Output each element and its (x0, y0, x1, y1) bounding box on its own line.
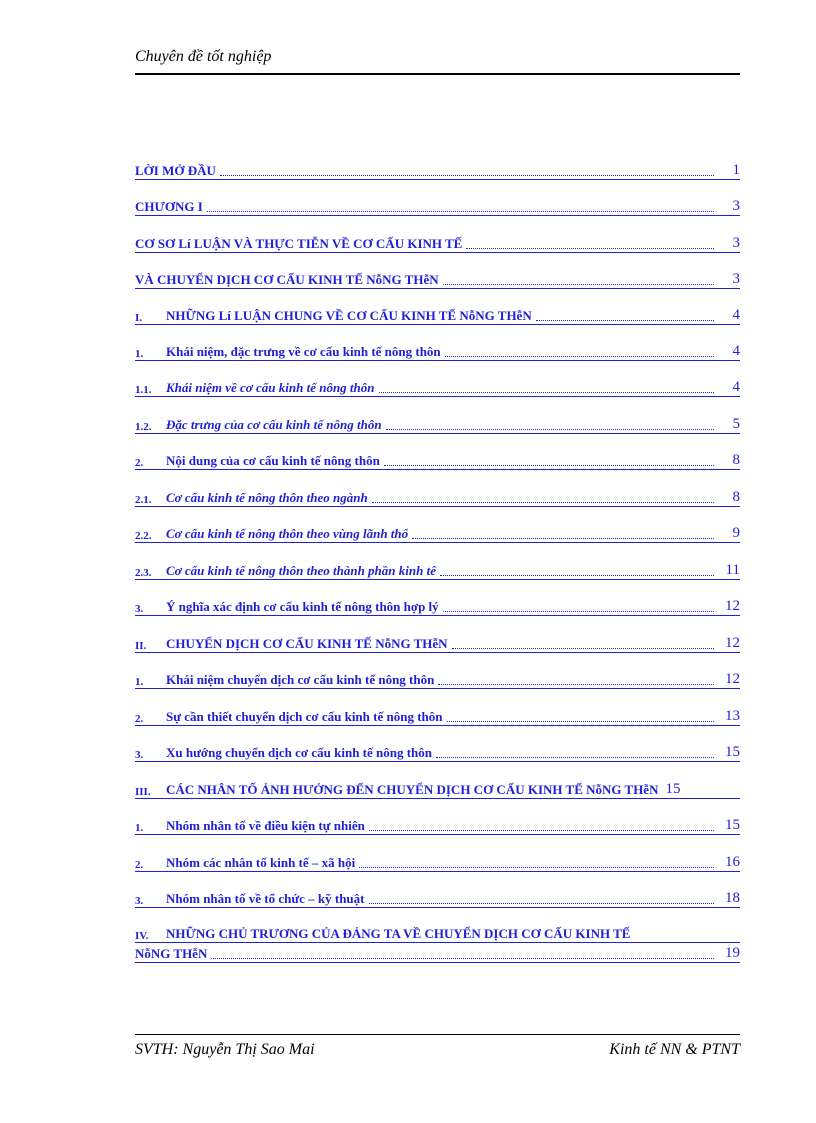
toc-leader (369, 827, 714, 831)
toc-leader (452, 645, 714, 649)
toc-entry-ii-1[interactable] (135, 666, 740, 689)
toc-leader (384, 462, 714, 466)
toc-entry-title: Xu hướng chuyển dịch cơ cấu kinh tế nông thôn (166, 745, 433, 760)
toc-entry-section-4[interactable] (135, 922, 740, 963)
toc-entry-page: 4 (732, 379, 740, 395)
toc-entry-page: 19 (725, 945, 740, 961)
toc-entry-title: CHƯƠNG I (135, 199, 203, 214)
toc-entry-page: 4 (732, 343, 740, 359)
toc-entry-title: Cơ cấu kinh tế nông thôn theo ngành (166, 490, 368, 505)
toc-entry-title: Cơ cấu kinh tế nông thôn theo thành phần kinh tế (166, 563, 436, 578)
toc-entry-title: Ý nghĩa xác định cơ cấu kinh tế nông thôn hợp lý (166, 599, 439, 614)
toc-entry-1-1[interactable] (135, 374, 740, 397)
toc-entry-page: 1 (732, 162, 740, 178)
toc-entry-number: 2.3. (135, 567, 152, 579)
toc-entry-title: Khái niệm, đặc trưng về cơ cấu kinh tế nông thôn (166, 344, 441, 359)
toc-entry-2[interactable] (135, 447, 740, 470)
toc-entry-number: 1. (135, 822, 144, 834)
toc-leader (386, 426, 714, 430)
toc-entry-title: NHỮNG CHỦ TRƯƠNG CỦA ĐẢNG TA VỀ CHUYỂN DỊCH CƠ CẤU KINH TẾ (166, 925, 631, 941)
toc-entry-number: 2. (135, 457, 144, 469)
toc-leader (436, 754, 714, 758)
toc-entry-1-2[interactable] (135, 411, 740, 434)
toc-entry-page: 3 (732, 271, 740, 287)
toc-entry-iii-2[interactable] (135, 849, 740, 872)
toc-entry-title: Cơ cấu kinh tế nông thôn theo vùng lãnh thổ (166, 526, 409, 541)
toc-entry-page: 12 (725, 635, 740, 651)
toc-entry-section-2[interactable] (135, 630, 740, 653)
toc-entry-page: 11 (725, 562, 740, 578)
toc-leader (372, 499, 714, 503)
toc-entry-title: Khái niệm về cơ cấu kinh tế nông thôn (166, 380, 375, 395)
toc-leader (447, 718, 715, 722)
toc-entry-page: 8 (732, 452, 740, 468)
toc-entry-title: Nhóm nhân tố về tổ chức – kỹ thuật (166, 891, 365, 906)
toc-entry-number: III. (135, 786, 151, 798)
toc-leader (443, 608, 714, 612)
toc-leader (207, 208, 714, 212)
toc-leader (443, 281, 714, 285)
toc-entry-2-3[interactable] (135, 557, 740, 580)
toc-entry-title: Khái niệm chuyển dịch cơ cấu kinh tế nông thôn (166, 672, 435, 687)
toc-entry-number: 1. (135, 676, 144, 688)
toc-entry-line-1 (135, 922, 740, 943)
toc-entry-co-so-li-luan[interactable] (135, 230, 740, 253)
toc-entry-loi-mo-dau[interactable] (135, 157, 740, 180)
toc-entry-title: Nội dung của cơ cấu kinh tế nông thôn (166, 453, 380, 468)
toc-entry-title: CƠ SƠ Lí LUẬN VÀ THỰC TIỄN VỀ CƠ CẤU KINH TẾ (135, 236, 463, 251)
toc-entry-ii-3[interactable] (135, 739, 740, 762)
toc-entry-number: 2.2. (135, 530, 152, 542)
header-title: Chuyên đề tốt nghiệp (135, 48, 272, 65)
toc-leader (412, 535, 714, 539)
toc-entry-page: 15 (665, 781, 681, 797)
toc-entry-number: II. (135, 640, 147, 652)
toc-entry-number: 3. (135, 603, 144, 615)
toc-entry-page: 16 (725, 854, 740, 870)
toc-entry-number: 1.1. (135, 384, 152, 396)
toc-entry-number: 2.1. (135, 494, 152, 506)
toc-entry-number: 2. (135, 713, 144, 725)
toc-entry-title: CÁC NHÂN TỐ ẢNH HƯỞNG ĐẾN CHUYỂN DỊCH CƠ CẤU KINH TẾ NỗNG THễN (166, 782, 659, 797)
footer-department: Kinh tế NN & PTNT (609, 1041, 740, 1058)
toc-entry-title: Đặc trưng của cơ cấu kinh tế nông thôn (166, 417, 382, 432)
toc-leader (379, 389, 714, 393)
toc-entry-number: 1.2. (135, 421, 152, 433)
toc-entry-iii-1[interactable] (135, 812, 740, 835)
toc-entry-number: 3. (135, 895, 144, 907)
toc-entry-page: 15 (725, 744, 740, 760)
toc-leader (438, 681, 714, 685)
toc-entry-page: 9 (732, 525, 740, 541)
toc-entry-title: NHỮNG Lí LUẬN CHUNG VỀ CƠ CẤU KINH TẾ NỗNG THễN (166, 308, 532, 323)
toc-entry-1[interactable] (135, 338, 740, 361)
toc-entry-title: LỜI MỞ ĐẦU (135, 163, 216, 178)
toc-entry-number: 2. (135, 859, 144, 871)
toc-entry-title: Nhóm nhân tố về điều kiện tự nhiên (166, 818, 365, 833)
toc-entry-chuyen-dich[interactable] (135, 266, 740, 289)
toc-entry-page: 3 (732, 198, 740, 214)
toc-leader (211, 955, 714, 959)
toc-entry-title-continued: NỗNG THễN (135, 946, 208, 961)
toc-entry-2-1[interactable] (135, 484, 740, 507)
toc-entry-line-2 (135, 943, 740, 963)
toc-entry-page: 18 (725, 890, 740, 906)
toc-entry-page: 15 (725, 817, 740, 833)
toc-leader (220, 172, 714, 176)
toc-leader (440, 572, 714, 576)
toc-leader (466, 245, 714, 249)
toc-entry-title: Sự cần thiết chuyển dịch cơ cấu kinh tế nông thôn (166, 709, 443, 724)
toc-leader (445, 353, 714, 357)
toc-entry-page: 4 (732, 307, 740, 323)
toc-entry-number: IV. (135, 929, 149, 942)
toc-entry-section-3[interactable] (135, 776, 740, 799)
toc-entry-number: I. (135, 312, 143, 324)
toc-entry-3[interactable] (135, 593, 740, 616)
toc-entry-page: 5 (732, 416, 740, 432)
toc-entry-section-1[interactable] (135, 302, 740, 325)
toc-entry-number: 3. (135, 749, 144, 761)
toc-entry-chuong-1[interactable] (135, 193, 740, 216)
toc-entry-title: Nhóm các nhân tố kinh tế – xã hội (166, 855, 356, 870)
toc-entry-iii-3[interactable] (135, 885, 740, 908)
toc-entry-page: 3 (732, 235, 740, 251)
toc-entry-page: 13 (725, 708, 740, 724)
toc-leader (359, 864, 714, 868)
toc-leader (369, 900, 715, 904)
toc-entry-2-2[interactable] (135, 520, 740, 543)
toc-entry-page: 8 (732, 489, 740, 505)
page-footer (135, 1034, 740, 1061)
footer-author: SVTH: Nguyễn Thị Sao Mai (135, 1041, 315, 1058)
toc-entry-title: CHUYỂN DỊCH CƠ CẤU KINH TẾ NỗNG THễN (166, 636, 448, 651)
toc-entry-page: 12 (725, 598, 740, 614)
toc-leader (536, 317, 714, 321)
toc-entry-page: 12 (725, 671, 740, 687)
toc-entry-ii-2[interactable] (135, 703, 740, 726)
toc-entry-title: VÀ CHUYỂN DỊCH CƠ CẤU KINH TẾ NỗNG THễN (135, 272, 439, 287)
toc-entry-number: 1. (135, 348, 144, 360)
